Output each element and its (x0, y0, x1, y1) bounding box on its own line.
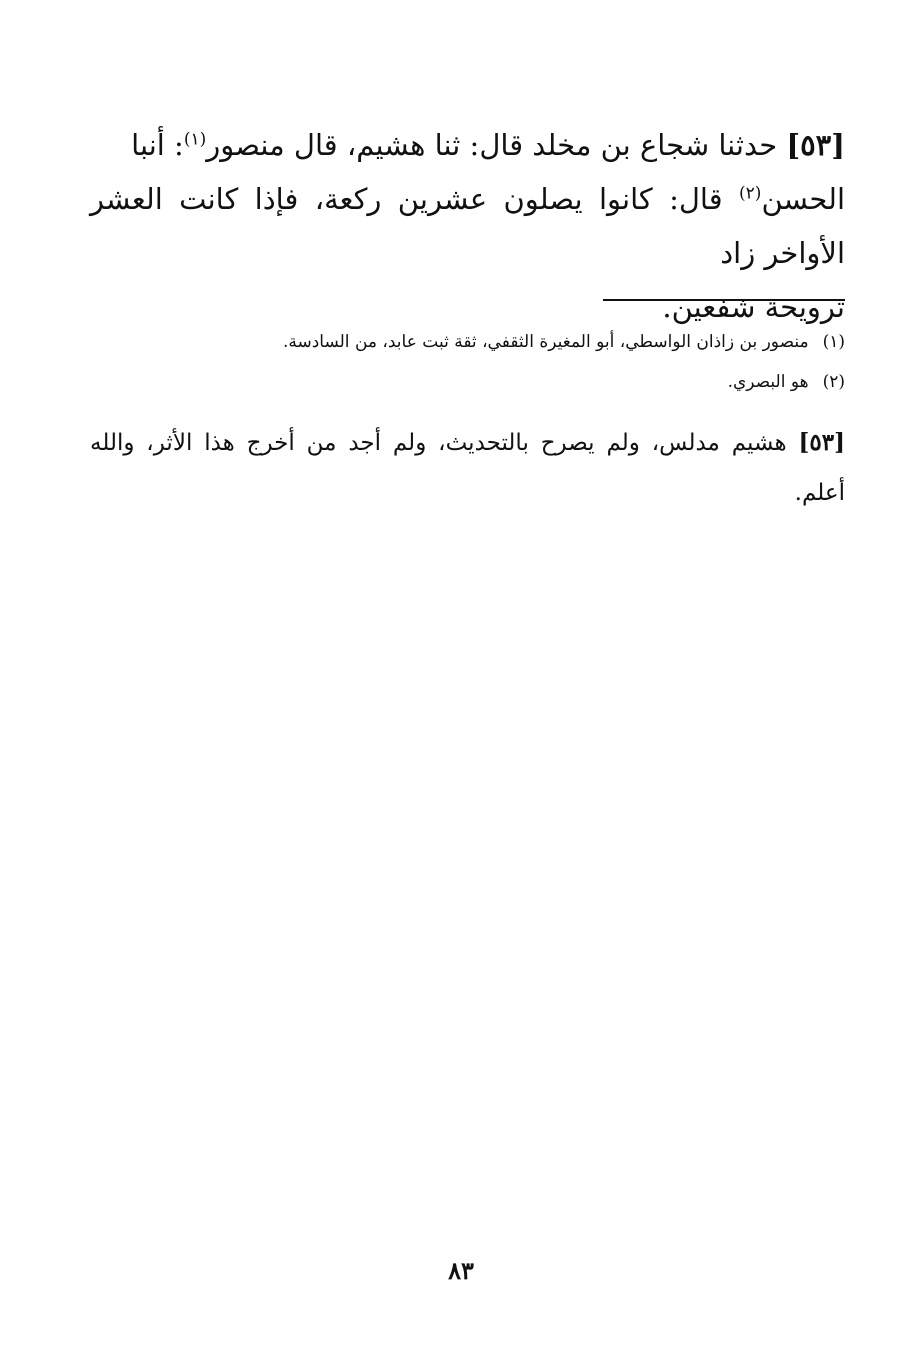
hadith-line-1 (90, 118, 845, 172)
hadith-text (90, 118, 845, 334)
footnote-item-1 (90, 322, 845, 362)
footnote-ref-2: (٢) (739, 183, 762, 204)
hadith-line-2-start: الحسن (761, 182, 845, 216)
footnote-item-2 (90, 362, 845, 402)
footnote-ref-1: (١) (183, 129, 207, 150)
hadith-line-3: ترويحة شفعين. (662, 290, 845, 324)
hadith-line-2-text: قال: كانوا يصلون عشرين ركعة، فإذا كانت العشر الأواخر زاد (90, 182, 845, 270)
page-number: ٨٣ (448, 1256, 474, 1285)
footnote-marker-1: (١) (822, 332, 845, 352)
commentary-body: هشيم مدلس، ولم يصرح بالتحديث، ولم أجد من أخرج هذا الأثر، والله أعلم. (90, 430, 845, 506)
commentary-number: [٥٣] (798, 429, 845, 456)
hadith-number: [٥٣] (786, 128, 845, 162)
footnotes-list (90, 322, 845, 402)
footnote-divider (603, 299, 845, 301)
hadith-line-1-end: : أنبا (131, 128, 184, 162)
footnote-text-2: هو البصري. (727, 372, 809, 392)
footnote-text-1: منصور بن زاذان الواسطي، أبو المغيرة الثقفي، ثقة ثبت عابد، من السادسة. (282, 332, 809, 352)
hadith-line-2 (90, 172, 845, 280)
hadith-line-1-text: حدثنا شجاع بن مخلد قال: ثنا هشيم، قال منصور (206, 128, 778, 162)
footnote-marker-2: (٢) (822, 372, 845, 392)
commentary-text (90, 418, 845, 518)
